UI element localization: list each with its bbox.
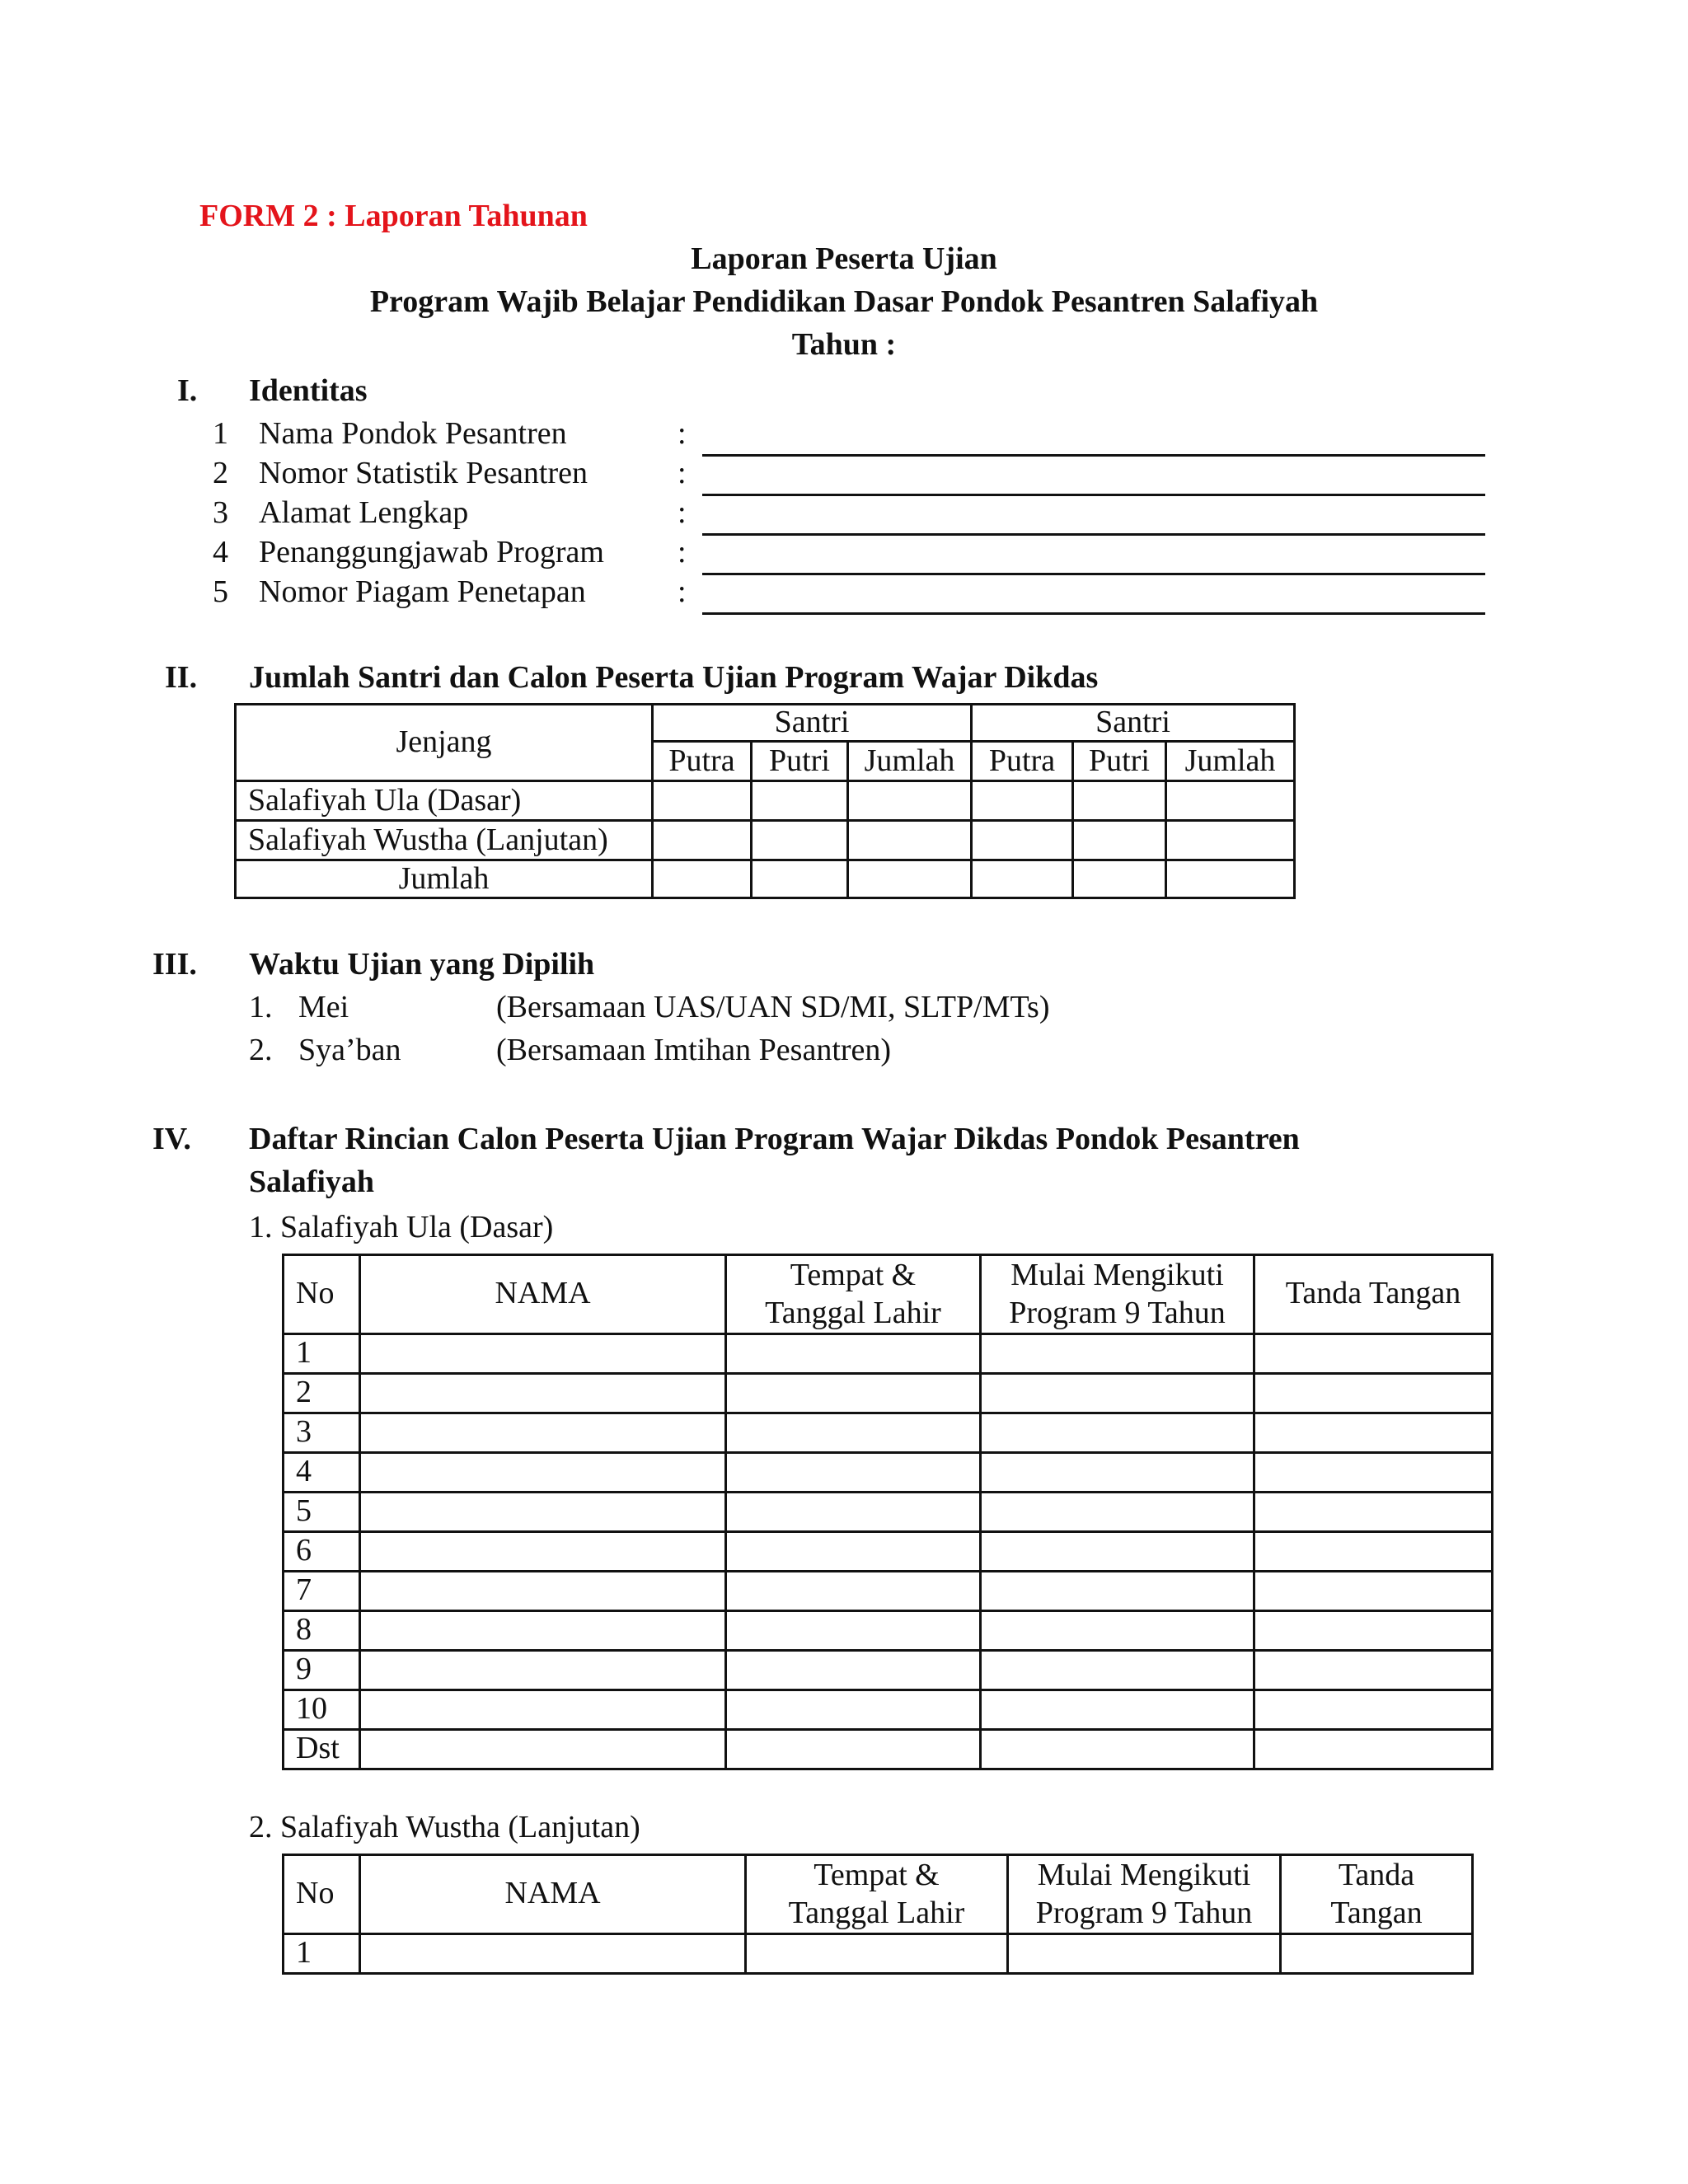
section-4-title: Daftar Rincian Calon Peserta Ujian Program Wajar Dikdas Pondok Pesantren: [249, 1122, 1300, 1156]
field-number: 4: [213, 535, 228, 569]
table-row: [236, 821, 1295, 860]
charter-number-line[interactable]: [702, 612, 1485, 615]
form-label: FORM 2 : Laporan Tahunan: [199, 199, 588, 233]
table-row: [284, 1531, 1493, 1571]
empty-cell[interactable]: [1254, 1413, 1493, 1452]
table-row: [284, 1650, 1493, 1690]
empty-cell[interactable]: [726, 1531, 981, 1571]
empty-cell[interactable]: [848, 860, 972, 898]
statistic-number-line[interactable]: [702, 494, 1485, 496]
field-label: Alamat Lengkap: [259, 495, 469, 530]
field-number: 1: [213, 416, 228, 451]
empty-cell[interactable]: [360, 1650, 726, 1690]
empty-cell[interactable]: [1254, 1571, 1493, 1610]
nama-header: NAMA: [360, 1855, 746, 1934]
nama-header: NAMA: [360, 1255, 726, 1334]
birth-header-line: Tempat &: [814, 1858, 940, 1892]
empty-cell[interactable]: [726, 1373, 981, 1413]
empty-cell[interactable]: [981, 1610, 1254, 1650]
empty-cell[interactable]: [1008, 1933, 1281, 1973]
program-start-header: [1008, 1855, 1281, 1934]
empty-cell[interactable]: [1254, 1690, 1493, 1729]
santri-count-table: [234, 703, 1296, 899]
putra-header: Putra: [972, 742, 1073, 781]
row-number: Dst: [284, 1729, 360, 1769]
empty-cell[interactable]: [726, 1492, 981, 1531]
empty-cell[interactable]: [360, 1413, 726, 1452]
signature-header-line: Tangan: [1330, 1896, 1423, 1931]
section-4-title-cont: Salafiyah: [249, 1165, 375, 1199]
empty-cell[interactable]: [981, 1413, 1254, 1452]
empty-cell[interactable]: [746, 1933, 1008, 1973]
field-label: Nomor Piagam Penetapan: [259, 574, 586, 609]
empty-cell[interactable]: [726, 1571, 981, 1610]
field-number: 3: [213, 495, 228, 530]
empty-cell[interactable]: [1254, 1531, 1493, 1571]
field-colon: :: [678, 574, 687, 609]
empty-cell[interactable]: [1073, 821, 1166, 860]
empty-cell[interactable]: [653, 821, 752, 860]
empty-cell[interactable]: [653, 860, 752, 898]
table-row: [236, 860, 1295, 898]
row-number: 1: [284, 1933, 360, 1973]
section-3-title: Waktu Ujian yang Dipilih: [249, 947, 595, 982]
empty-cell[interactable]: [360, 1610, 726, 1650]
responsible-person-line[interactable]: [702, 573, 1485, 575]
empty-cell[interactable]: [1254, 1610, 1493, 1650]
birth-header-line: Tempat &: [790, 1258, 917, 1292]
empty-cell[interactable]: [848, 821, 972, 860]
birth-header: [726, 1255, 981, 1334]
empty-cell[interactable]: [726, 1413, 981, 1452]
sub-section-ula: 1. Salafiyah Ula (Dasar): [249, 1210, 554, 1244]
empty-cell[interactable]: [981, 1452, 1254, 1492]
jenjang-cell: Salafiyah Ula (Dasar): [236, 781, 653, 821]
row-number: 6: [284, 1531, 360, 1571]
pesantren-name-line[interactable]: [702, 454, 1485, 457]
empty-cell[interactable]: [752, 781, 848, 821]
empty-cell[interactable]: [1254, 1492, 1493, 1531]
no-header: No: [284, 1255, 360, 1334]
empty-cell[interactable]: [360, 1333, 726, 1373]
jumlah-header: Jumlah: [1166, 742, 1295, 781]
empty-cell[interactable]: [653, 781, 752, 821]
empty-cell[interactable]: [1254, 1729, 1493, 1769]
empty-cell[interactable]: [981, 1690, 1254, 1729]
row-number: 10: [284, 1690, 360, 1729]
empty-cell[interactable]: [981, 1333, 1254, 1373]
birth-header-line: Tanggal Lahir: [788, 1896, 965, 1931]
field-colon: :: [678, 535, 687, 569]
option-number: 2.: [249, 1033, 273, 1067]
empty-cell[interactable]: [1281, 1933, 1473, 1973]
row-number: 8: [284, 1610, 360, 1650]
signature-header-line: Tanda: [1338, 1858, 1415, 1892]
empty-cell[interactable]: [981, 1531, 1254, 1571]
empty-cell[interactable]: [360, 1933, 746, 1973]
empty-cell[interactable]: [1073, 860, 1166, 898]
no-header: No: [284, 1855, 360, 1934]
report-subtitle: Program Wajib Belajar Pendidikan Dasar Pondok Pesantren Salafiyah: [369, 284, 1319, 319]
empty-cell[interactable]: [726, 1729, 981, 1769]
section-2-title: Jumlah Santri dan Calon Peserta Ujian Program Wajar Dikdas: [249, 660, 1099, 695]
jumlah-header: Jumlah: [848, 742, 972, 781]
field-label: Nomor Statistik Pesantren: [259, 456, 588, 490]
empty-cell[interactable]: [972, 860, 1073, 898]
signature-header: Tanda Tangan: [1254, 1255, 1493, 1334]
empty-cell[interactable]: [726, 1452, 981, 1492]
table-row: [284, 1729, 1493, 1769]
ula-participants-table: [282, 1254, 1493, 1770]
empty-cell[interactable]: [981, 1729, 1254, 1769]
table-row: [284, 1690, 1493, 1729]
program-start-header-line: Program 9 Tahun: [1035, 1896, 1253, 1931]
sub-section-wustha: 2. Salafiyah Wustha (Lanjutan): [249, 1810, 640, 1844]
option-note: (Bersamaan Imtihan Pesantren): [496, 1033, 892, 1067]
option-month: Sya’ban: [298, 1033, 401, 1067]
jenjang-header: Jenjang: [236, 705, 653, 781]
table-row: [284, 1492, 1493, 1531]
empty-cell[interactable]: [1254, 1333, 1493, 1373]
section-2-numeral: II.: [165, 660, 198, 695]
table-row: [284, 1571, 1493, 1610]
empty-cell[interactable]: [981, 1571, 1254, 1610]
option-month: Mei: [298, 990, 349, 1024]
report-title: Laporan Peserta Ujian: [691, 241, 997, 276]
empty-cell[interactable]: [1254, 1650, 1493, 1690]
empty-cell[interactable]: [1073, 781, 1166, 821]
option-number: 1.: [249, 990, 273, 1024]
empty-cell[interactable]: [752, 860, 848, 898]
empty-cell[interactable]: [1254, 1373, 1493, 1413]
field-label: Nama Pondok Pesantren: [259, 416, 567, 451]
program-start-header-line: Mulai Mengikuti: [1010, 1258, 1224, 1292]
table-row: [284, 1452, 1493, 1492]
empty-cell[interactable]: [726, 1333, 981, 1373]
program-start-header: [981, 1255, 1254, 1334]
table-row: [284, 1933, 1473, 1973]
program-start-header-line: Mulai Mengikuti: [1037, 1858, 1251, 1892]
signature-header: [1281, 1855, 1473, 1934]
section-3-numeral: III.: [152, 947, 197, 982]
address-line[interactable]: [702, 533, 1485, 536]
row-number: 4: [284, 1452, 360, 1492]
empty-cell[interactable]: [360, 1729, 726, 1769]
empty-cell[interactable]: [752, 821, 848, 860]
field-colon: :: [678, 495, 687, 530]
empty-cell[interactable]: [726, 1690, 981, 1729]
field-label: Penanggungjawab Program: [259, 535, 604, 569]
row-number: 1: [284, 1333, 360, 1373]
empty-cell[interactable]: [726, 1650, 981, 1690]
option-note: (Bersamaan UAS/UAN SD/MI, SLTP/MTs): [496, 990, 1050, 1024]
table-row: [284, 1373, 1493, 1413]
empty-cell[interactable]: [360, 1373, 726, 1413]
row-number: 2: [284, 1373, 360, 1413]
santri-group-header: Santri: [653, 705, 972, 742]
field-colon: :: [678, 456, 687, 490]
row-number: 7: [284, 1571, 360, 1610]
birth-header: [746, 1855, 1008, 1934]
empty-cell[interactable]: [1166, 781, 1295, 821]
wustha-participants-table: [282, 1854, 1474, 1975]
field-number: 2: [213, 456, 228, 490]
putra-header: Putra: [653, 742, 752, 781]
empty-cell[interactable]: [981, 1373, 1254, 1413]
field-number: 5: [213, 574, 228, 609]
empty-cell[interactable]: [1166, 821, 1295, 860]
empty-cell[interactable]: [972, 781, 1073, 821]
empty-cell[interactable]: [360, 1452, 726, 1492]
section-4-numeral: IV.: [152, 1122, 191, 1156]
field-colon: :: [678, 416, 687, 451]
jenjang-cell: Jumlah: [236, 860, 653, 898]
row-number: 3: [284, 1413, 360, 1452]
table-row: [284, 1413, 1493, 1452]
empty-cell[interactable]: [848, 781, 972, 821]
empty-cell[interactable]: [1254, 1452, 1493, 1492]
row-number: 5: [284, 1492, 360, 1531]
jenjang-cell: Salafiyah Wustha (Lanjutan): [236, 821, 653, 860]
section-1-title: Identitas: [249, 373, 368, 408]
empty-cell[interactable]: [360, 1690, 726, 1729]
table-row: [284, 1610, 1493, 1650]
empty-cell[interactable]: [360, 1571, 726, 1610]
birth-header-line: Tanggal Lahir: [765, 1296, 941, 1331]
row-number: 9: [284, 1650, 360, 1690]
empty-cell[interactable]: [726, 1610, 981, 1650]
empty-cell[interactable]: [972, 821, 1073, 860]
empty-cell[interactable]: [360, 1492, 726, 1531]
table-row: [236, 781, 1295, 821]
putri-header: Putri: [752, 742, 848, 781]
putri-header: Putri: [1073, 742, 1166, 781]
empty-cell[interactable]: [360, 1531, 726, 1571]
empty-cell[interactable]: [981, 1492, 1254, 1531]
empty-cell[interactable]: [1166, 860, 1295, 898]
santri-group-header: Santri: [972, 705, 1295, 742]
section-1-numeral: I.: [177, 373, 198, 408]
report-year: Tahun :: [791, 327, 897, 362]
program-start-header-line: Program 9 Tahun: [1009, 1296, 1226, 1331]
empty-cell[interactable]: [981, 1650, 1254, 1690]
table-row: [284, 1333, 1493, 1373]
